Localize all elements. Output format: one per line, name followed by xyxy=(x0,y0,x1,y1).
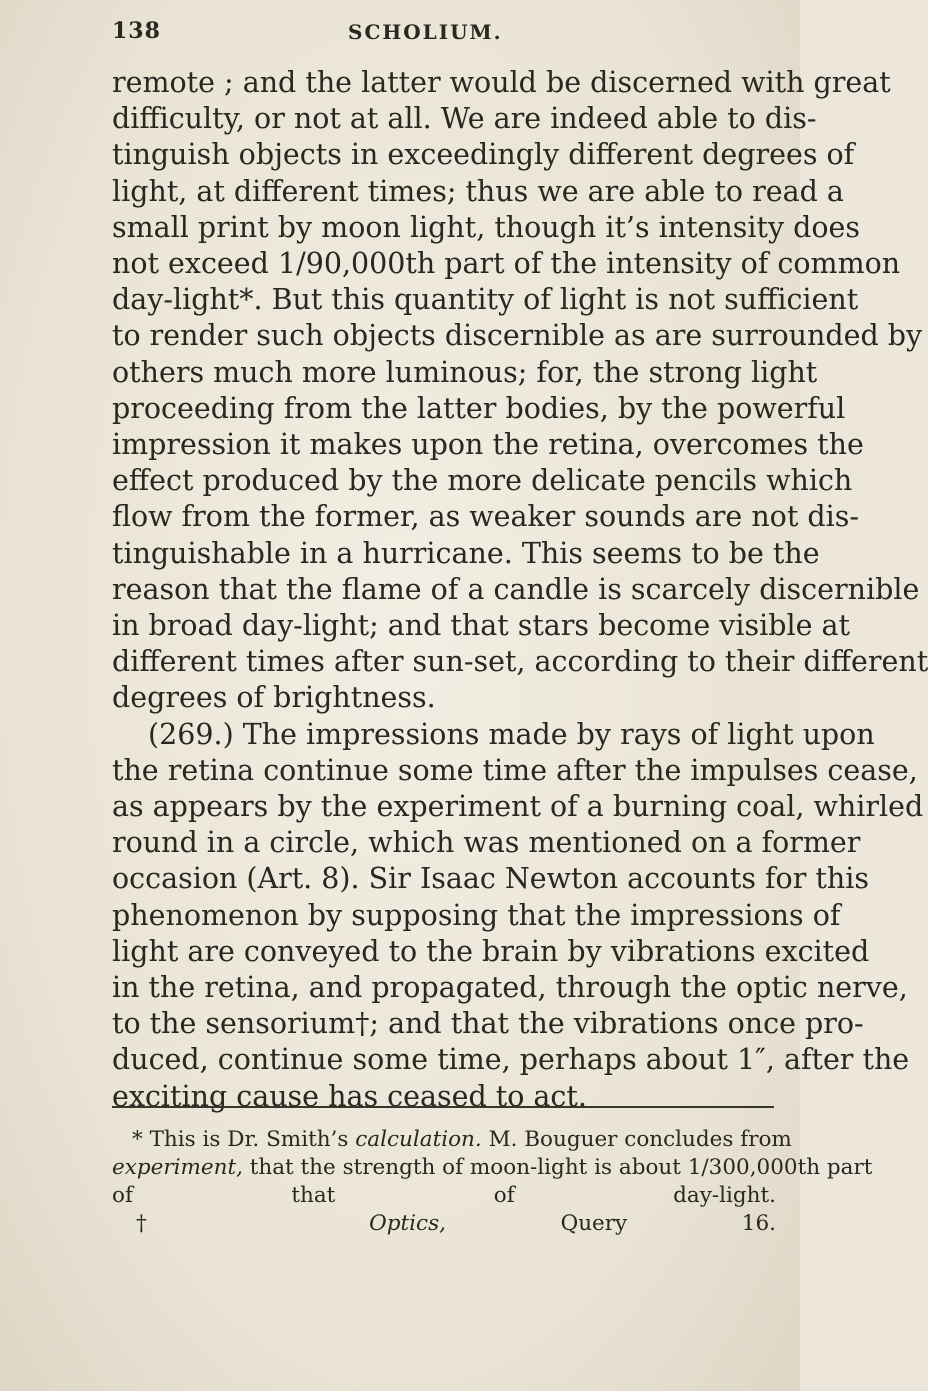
footnotes xyxy=(112,1126,873,1238)
text-line: duced, continue some time, perhaps about 1″, after the xyxy=(112,1043,910,1077)
text-line: not exceed 1/90,000th part of the intensity of common xyxy=(112,247,901,281)
paragraph-start-line: (269.) The impressions made by rays of light upon xyxy=(148,717,875,751)
text-line: to render such objects discernible as are surrounded by xyxy=(112,319,923,353)
text-line: flow from the former, as weaker sounds are not dis- xyxy=(112,500,859,534)
text-line: impression it makes upon the retina, overcomes the xyxy=(112,428,864,462)
footnote-2: † Optics, Query 16. xyxy=(136,1211,776,1236)
text-line: in broad day-light; and that stars become visible at xyxy=(112,609,850,643)
text-line: tinguishable in a hurricane. This seems to be the xyxy=(112,536,820,570)
body-text xyxy=(112,65,928,1115)
text-line: light are conveyed to the brain by vibrations excited xyxy=(112,934,870,968)
text-line: tinguish objects in exceedingly different degrees of xyxy=(112,138,855,172)
page-number: 138 xyxy=(112,18,161,44)
text-line: to the sensorium†; and that the vibrations once pro- xyxy=(112,1007,864,1041)
text-line: in the retina, and propagated, through the optic nerve, xyxy=(112,971,908,1005)
text-line: round in a circle, which was mentioned on a former xyxy=(112,826,861,860)
paragraph-end-line: exciting cause has ceased to act. xyxy=(112,1079,587,1113)
text-line: reason that the flame of a candle is scarcely discernible xyxy=(112,572,920,606)
text-line: occasion (Art. 8). Sir Isaac Newton accounts for this xyxy=(112,862,869,896)
footnote-1-line-2: experiment, that the strength of moon-light is about 1/300,000th part xyxy=(112,1155,873,1180)
text-line: different times after sun-set, according to their different xyxy=(112,645,928,679)
footnote-1-line-3: of that of day-light. xyxy=(112,1183,776,1208)
footnote-rule xyxy=(112,1106,774,1108)
text-line: light, at different times; thus we are able to read a xyxy=(112,174,844,208)
text-line: others much more luminous; for, the strong light xyxy=(112,355,818,389)
text-line: day-light*. But this quantity of light is not sufficient xyxy=(112,283,859,317)
page-header xyxy=(112,18,740,58)
text-line: difficulty, or not at all. We are indeed able to dis- xyxy=(112,102,817,136)
text-line: the retina continue some time after the impulses cease, xyxy=(112,753,918,787)
paragraph-end-line: degrees of brightness. xyxy=(112,681,436,715)
text-line: effect produced by the more delicate pencils which xyxy=(112,464,853,498)
running-head: SCHOLIUM. xyxy=(348,20,503,44)
text-line: phenomenon by supposing that the impressions of xyxy=(112,898,841,932)
text-line: as appears by the experiment of a burning coal, whirled xyxy=(112,790,924,824)
text-line: remote ; and the latter would be discerned with great xyxy=(112,66,891,99)
text-line: proceeding from the latter bodies, by the powerful xyxy=(112,391,846,425)
footnote-1-line-1: * This is Dr. Smith’s calculation. M. Bouguer concludes from xyxy=(132,1127,792,1152)
text-line: small print by moon light, though it’s intensity does xyxy=(112,210,861,244)
